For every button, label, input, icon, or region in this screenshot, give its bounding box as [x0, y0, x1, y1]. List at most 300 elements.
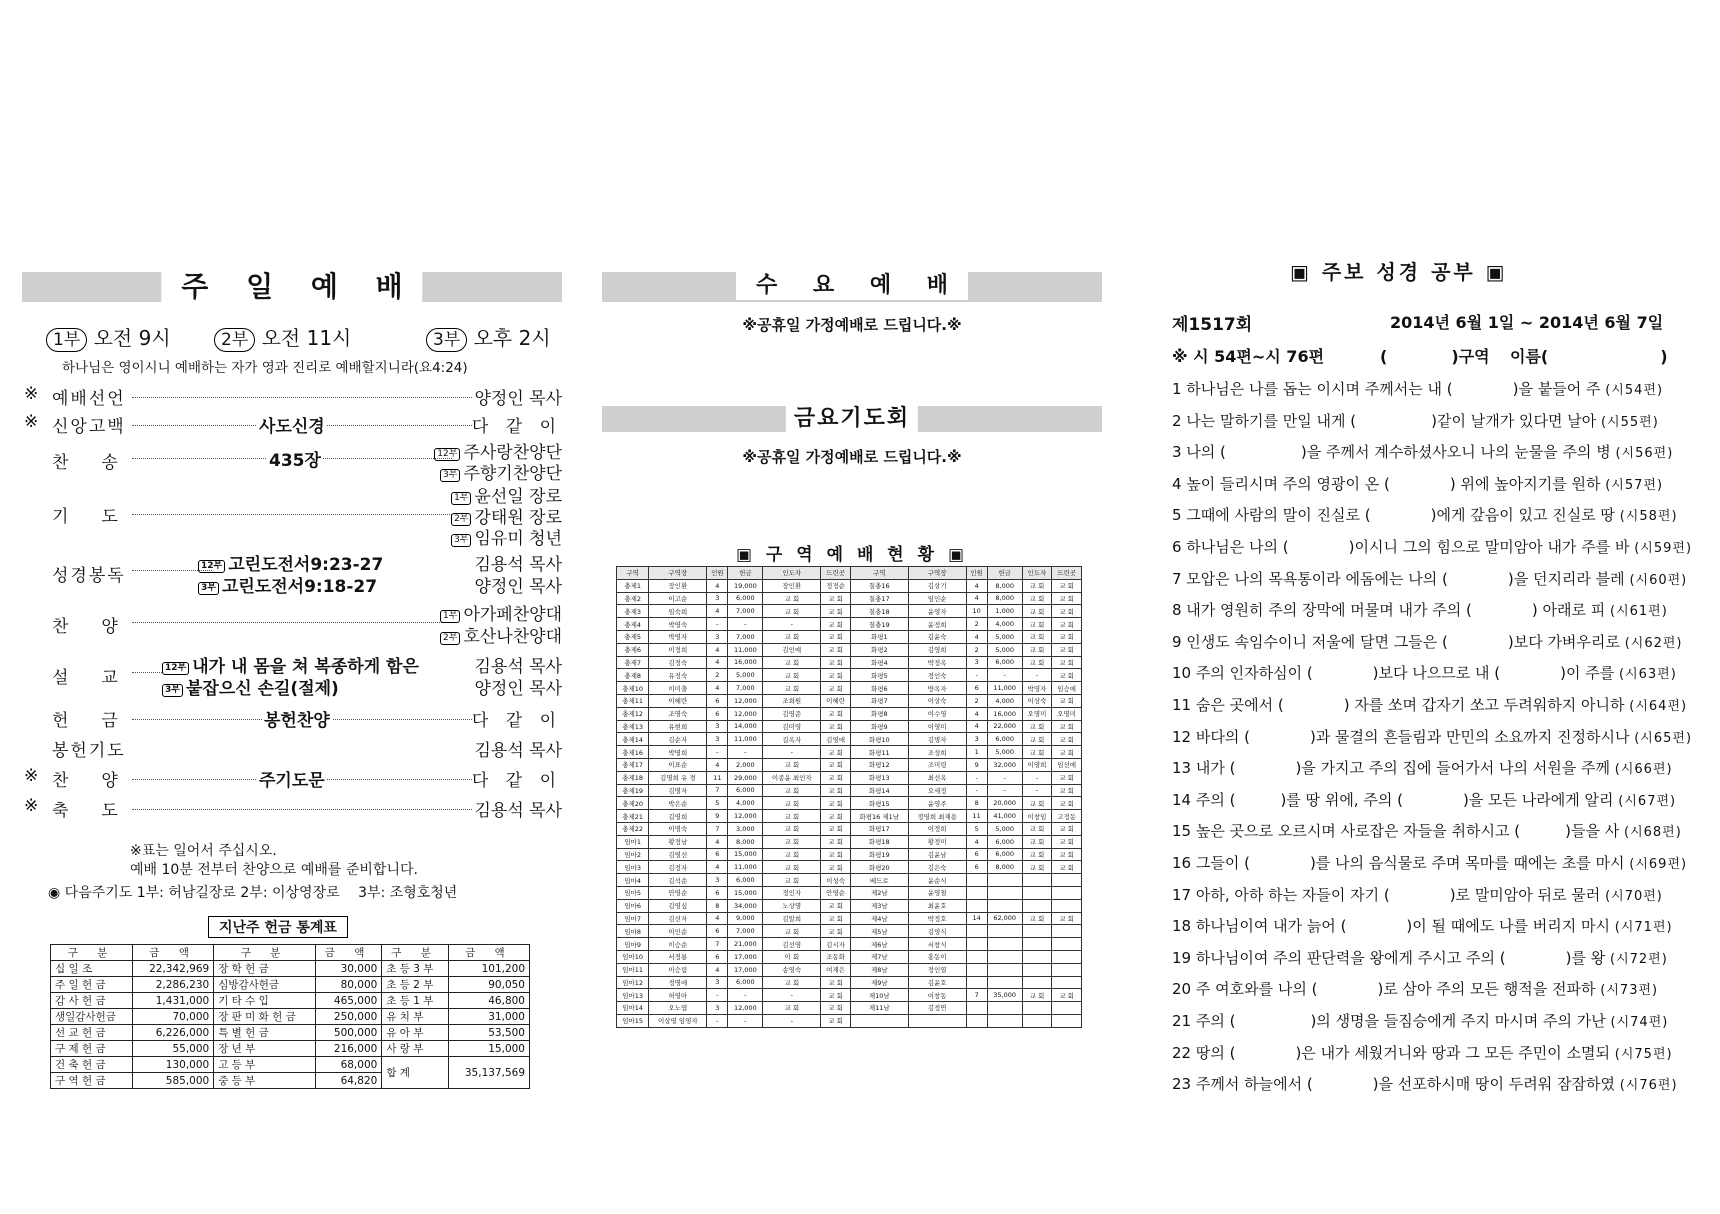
offering-amount: 6,226,000 — [133, 1025, 214, 1041]
district-cell: 김석순 — [649, 874, 707, 887]
district-cell — [966, 1002, 987, 1015]
district-cell: 4 — [707, 861, 728, 874]
order-label: 성경봉독 — [52, 566, 126, 586]
offering-category: 사 랑 부 — [382, 1041, 448, 1057]
district-cell: 교 회 — [821, 861, 851, 874]
offering-category: 구 역 헌 금 — [51, 1073, 133, 1089]
district-cell: 14 — [966, 912, 987, 925]
district-cell: - — [728, 1014, 763, 1027]
district-row — [617, 912, 1082, 925]
district-cell: 제9남 — [850, 976, 908, 989]
offering-category: 건 축 헌 금 — [51, 1057, 133, 1073]
question-text: 17 아하, 아하 하는 자들이 자기 ( )로 말미암아 뒤로 물러 — [1172, 885, 1601, 904]
offering-amount: 53,500 — [448, 1025, 529, 1041]
question-text: 20 주 여호와를 나의 ( )로 삼아 주의 모든 행적을 전파하 — [1172, 980, 1596, 999]
question-text: 4 높이 들리시며 주의 영광이 온 ( ) 위에 높아지기를 원하 — [1172, 474, 1601, 493]
offering-amount: 500,000 — [315, 1025, 381, 1041]
district-cell: 화평14 — [850, 784, 908, 797]
offering-category: 주 일 헌 금 — [51, 977, 133, 993]
district-cell: 교 회 — [1022, 605, 1052, 618]
question-reference: (시63편) — [1619, 667, 1677, 683]
district-cell: 박정호 — [908, 912, 966, 925]
district-cell: 10 — [966, 605, 987, 618]
district-cell — [1022, 925, 1052, 938]
district-cell: 임마5 — [617, 886, 649, 899]
district-cell: 6,000 — [728, 592, 763, 605]
district-cell: 화평1 — [850, 630, 908, 643]
district-cell: 교 회 — [1052, 835, 1082, 848]
part-tag: 1부 — [440, 610, 460, 623]
sunday-worship-section — [22, 270, 562, 1087]
question-text: 7 모압은 나의 목욕통이라 에돔에는 나의 ( )을 던지리라 블레 — [1172, 569, 1625, 588]
offering-category: 중 등 부 — [214, 1073, 316, 1089]
district-cell: 서창식 — [908, 938, 966, 951]
district-cell: 교 회 — [1022, 797, 1052, 810]
district-cell: 교 회 — [1052, 669, 1082, 682]
district-cell: 화평4 — [850, 656, 908, 669]
district-cell: 4 — [707, 579, 728, 592]
district-cell: 교 회 — [1052, 861, 1082, 874]
offering-amount: 31,000 — [448, 1009, 529, 1025]
district-cell: 34,000 — [728, 899, 763, 912]
question-reference: (시75편) — [1614, 1046, 1673, 1062]
district-cell — [1052, 874, 1082, 887]
district-cell: 4,000 — [987, 694, 1022, 707]
district-cell: 5,000 — [728, 669, 763, 682]
district-header-cell: 구역 — [850, 567, 908, 580]
district-cell: 제7남 — [850, 950, 908, 963]
question-reference: (시59편) — [1634, 541, 1693, 556]
district-cell: 송영숙 — [763, 963, 821, 976]
district-cell: 김정자 — [649, 861, 707, 874]
district-cell: 임숙희 — [649, 605, 707, 618]
district-cell: 교 회 — [1022, 835, 1052, 848]
district-cell: 충제1 — [617, 579, 649, 592]
sermon-title: 붙잡으신 손길(절제) — [185, 679, 339, 699]
district-cell: 3 — [966, 656, 987, 669]
district-cell: 교 회 — [1052, 656, 1082, 669]
district-cell: 교 회 — [1052, 784, 1082, 797]
district-cell: 이상숙 — [1022, 694, 1052, 707]
district-cell: 16,000 — [728, 656, 763, 669]
theme-verse: 하나님은 영이시니 예배하는 자가 영과 진리로 예배할지니라(요4:24) — [62, 360, 468, 376]
district-cell: 29,000 — [728, 771, 763, 784]
service-3-time: 오후 2시 — [473, 326, 551, 350]
question-reference: (시65편) — [1634, 730, 1693, 746]
district-cell: 16,000 — [987, 707, 1022, 720]
district-cell: 교 회 — [1052, 694, 1082, 707]
note-prepare: 예배 10분 전부터 찬양으로 예배를 준비합니다. — [130, 862, 418, 878]
district-row — [617, 682, 1082, 695]
district-cell: 이상영 임영자 — [649, 1014, 707, 1027]
district-cell: 7 — [707, 822, 728, 835]
order-leader-2: 양정인 목사 — [474, 679, 562, 699]
district-cell: 임마15 — [617, 1014, 649, 1027]
question-text: 21 주의 ( )의 생명을 들짐승에게 주지 마시며 주의 가난 — [1172, 1012, 1606, 1030]
district-cell: 박정옥 — [908, 656, 966, 669]
district-cell: 교 회 — [821, 822, 851, 835]
district-cell: 6,000 — [987, 835, 1022, 848]
district-cell: 3 — [966, 733, 987, 746]
district-cell: 교 회 — [821, 899, 851, 912]
order-row-reading — [22, 550, 562, 597]
district-cell: 김영준 — [763, 707, 821, 720]
district-cell: 7 — [966, 989, 987, 1002]
district-cell: 이혜란 — [821, 694, 851, 707]
district-cell: 홍동이 — [908, 950, 966, 963]
district-cell: 조미령 — [908, 758, 966, 771]
district-cell: 6 — [707, 707, 728, 720]
district-row — [617, 797, 1082, 810]
district-cell: 임마9 — [617, 938, 649, 951]
district-cell: 조성희 — [908, 746, 966, 759]
district-cell: - — [1022, 784, 1052, 797]
offering-header-cell: 구 분 — [382, 945, 448, 961]
district-header-cell: 헌금 — [987, 567, 1022, 580]
stand-mark: ※ — [24, 796, 39, 816]
offering-amount: 30,000 — [315, 961, 381, 977]
order-row-hymn — [22, 438, 562, 484]
district-cell: 화평7 — [850, 694, 908, 707]
district-cell: 서정룡 — [649, 950, 707, 963]
district-cell: 김정숙 — [649, 656, 707, 669]
district-cell: 유현희 — [649, 720, 707, 733]
question-reference: (시69편) — [1629, 857, 1688, 872]
dotted-leader — [132, 809, 472, 810]
district-cell: 임마13 — [617, 989, 649, 1002]
district-cell: 교 회 — [821, 771, 851, 784]
district-cell: 충제8 — [617, 669, 649, 682]
offering-amount: 130,000 — [133, 1057, 214, 1073]
district-cell — [987, 963, 1022, 976]
district-row — [617, 579, 1082, 592]
district-cell: 제3남 — [850, 899, 908, 912]
district-cell: 교 회 — [821, 976, 851, 989]
district-row — [617, 963, 1082, 976]
district-row — [617, 822, 1082, 835]
district-cell: 교 회 — [763, 784, 821, 797]
district-cell: 4,000 — [728, 797, 763, 810]
district-row — [617, 618, 1082, 631]
district-cell: 이창임 — [1022, 810, 1052, 823]
reading-2 — [198, 572, 377, 597]
order-label: 찬 양 — [52, 771, 126, 791]
district-cell: 김상기 — [908, 579, 966, 592]
district-row — [617, 733, 1082, 746]
district-cell: - — [707, 618, 728, 631]
offering-category: 고 등 부 — [214, 1057, 316, 1073]
district-cell: 41,000 — [987, 810, 1022, 823]
district-cell: 교 회 — [821, 720, 851, 733]
district-cell: 조동화 — [821, 950, 851, 963]
district-cell — [1052, 899, 1082, 912]
district-cell: 4 — [707, 656, 728, 669]
issue-number: 제1517회 — [1172, 315, 1253, 335]
district-cell: 충제17 — [617, 758, 649, 771]
district-cell — [1022, 938, 1052, 951]
district-cell: 교 회 — [1022, 912, 1052, 925]
district-cell: 교 회 — [1052, 630, 1082, 643]
order-leader: 양정인 목사 — [474, 389, 562, 409]
study-question — [1172, 378, 1663, 399]
district-blank[interactable]: ( )구역 — [1380, 347, 1490, 366]
order-label: 헌 금 — [52, 711, 126, 731]
district-row — [617, 835, 1082, 848]
district-cell: 5,000 — [987, 643, 1022, 656]
district-cell: 4,000 — [987, 618, 1022, 631]
district-cell: 최선옥 — [908, 771, 966, 784]
district-cell: 교 회 — [821, 925, 851, 938]
district-cell: 교 회 — [1052, 797, 1082, 810]
district-cell: 장인환 — [763, 579, 821, 592]
district-cell: 2 — [966, 643, 987, 656]
district-cell: 6,000 — [728, 784, 763, 797]
offering-amount: 585,000 — [133, 1073, 214, 1089]
district-cell: 교 회 — [821, 656, 851, 669]
choir-name: 주향기찬양단 — [463, 464, 562, 484]
district-row — [617, 810, 1082, 823]
district-cell: 22,000 — [987, 720, 1022, 733]
service-2-badge: 2부 — [214, 328, 255, 352]
district-cell: 화평6 — [850, 682, 908, 695]
name-blank[interactable]: 이름( ) — [1510, 347, 1668, 366]
district-cell — [1052, 938, 1082, 951]
district-cell: 화평18 — [850, 835, 908, 848]
district-cell: 김윤호 — [908, 976, 966, 989]
district-cell: 교 회 — [821, 682, 851, 695]
district-cell: 장인환 — [649, 579, 707, 592]
district-cell: 정인열 — [908, 963, 966, 976]
prayer-name: 윤선일 장로 — [474, 487, 562, 507]
district-cell: 4 — [707, 643, 728, 656]
district-cell: 안영순 — [649, 886, 707, 899]
district-header-row — [617, 567, 1082, 580]
district-cell: 정인자 — [763, 886, 821, 899]
district-header-cell: 인원 — [707, 567, 728, 580]
midweek-section — [602, 272, 1102, 1026]
offering-amount: 22,342,969 — [133, 961, 214, 977]
district-cell: 임마6 — [617, 899, 649, 912]
study-question — [1172, 915, 1673, 936]
service-1-badge: 1부 — [46, 328, 87, 352]
district-cell — [987, 925, 1022, 938]
offering-amount: 2,286,230 — [133, 977, 214, 993]
district-cell — [987, 976, 1022, 989]
order-row-declaration — [22, 384, 562, 408]
district-cell: 김선자 — [649, 912, 707, 925]
order-middle: 435장 — [267, 446, 323, 471]
study-question — [1172, 599, 1668, 620]
order-label: 찬 송 — [52, 453, 126, 473]
question-text: 22 땅의 ( )은 내가 세웠거니와 땅과 그 모든 주민이 소멸되 — [1172, 1043, 1610, 1062]
district-cell: 정정순 — [821, 579, 851, 592]
study-question — [1172, 568, 1687, 589]
offering-category: 초 등 1 부 — [382, 993, 448, 1009]
district-cell: 교 회 — [1022, 861, 1052, 874]
offering-amount: 15,000 — [448, 1041, 529, 1057]
question-reference: (시58편) — [1619, 509, 1678, 525]
district-cell: 4 — [707, 835, 728, 848]
district-cell: 충제19 — [617, 784, 649, 797]
district-row — [617, 938, 1082, 951]
district-cell — [966, 874, 987, 887]
district-cell — [850, 1014, 908, 1027]
district-header-cell: 구역 — [617, 567, 649, 580]
district-cell: 교 회 — [1052, 579, 1082, 592]
offering-row — [51, 977, 530, 993]
district-cell: 교 회 — [763, 925, 821, 938]
district-cell: 오노엽 — [649, 1002, 707, 1015]
district-cell: - — [987, 784, 1022, 797]
question-text: 14 주의 ( )를 땅 위에, 주의 ( )을 모든 나라에게 알리 — [1172, 790, 1614, 809]
district-cell — [966, 899, 987, 912]
district-cell: 4 — [707, 963, 728, 976]
offering-amount: 465,000 — [315, 993, 381, 1009]
order-row-offering — [22, 706, 562, 730]
district-row — [617, 771, 1082, 784]
district-cell: 교 회 — [763, 835, 821, 848]
district-cell: 8 — [966, 797, 987, 810]
order-leader: 다 같 이 — [471, 771, 562, 791]
question-reference: (시55편) — [1600, 414, 1659, 430]
district-cell: 김윤숙 — [908, 630, 966, 643]
friday-note: ※공휴일 가정예배로 드립니다.※ — [742, 448, 962, 466]
part-tag: 12부 — [434, 448, 460, 461]
district-row — [617, 605, 1082, 618]
district-cell: 교 회 — [1052, 592, 1082, 605]
district-cell: 박영자 — [649, 630, 707, 643]
study-range: ※ 시 54편~시 76편 — [1172, 347, 1325, 366]
district-header-cell: 헌금 — [728, 567, 763, 580]
study-question — [1172, 757, 1673, 778]
district-cell: 충제22 — [617, 822, 649, 835]
district-cell: 교 회 — [763, 656, 821, 669]
district-cell — [987, 886, 1022, 899]
district-cell: 베드로 — [850, 874, 908, 887]
district-cell: 이종윤 최인자 — [763, 771, 821, 784]
district-cell: - — [763, 746, 821, 759]
district-cell: 11,000 — [728, 643, 763, 656]
district-cell: 2 — [707, 669, 728, 682]
district-cell: 화평5 — [850, 669, 908, 682]
district-cell — [966, 886, 987, 899]
district-cell: 교 회 — [821, 746, 851, 759]
part-tag: 12부 — [162, 662, 189, 675]
district-cell: 9 — [707, 810, 728, 823]
part-tag: 12부 — [198, 560, 225, 573]
question-reference: (시71편) — [1614, 920, 1673, 936]
district-cell: 32,000 — [987, 758, 1022, 771]
district-cell: 여재은 — [821, 963, 851, 976]
district-cell: - — [987, 771, 1022, 784]
district-cell: 충제21 — [617, 810, 649, 823]
district-cell: - — [707, 1014, 728, 1027]
district-cell: 12,000 — [728, 707, 763, 720]
wednesday-note: ※공휴일 가정예배로 드립니다.※ — [742, 316, 962, 334]
district-cell: 8 — [707, 899, 728, 912]
district-cell: 교 회 — [763, 1002, 821, 1015]
district-cell: 안영순 — [821, 886, 851, 899]
district-cell: 김순자 — [649, 733, 707, 746]
district-cell: 17,000 — [728, 950, 763, 963]
district-cell: 교 회 — [763, 797, 821, 810]
note-stand: ※표는 일어서 주십시오. — [130, 843, 277, 859]
district-cell — [987, 1014, 1022, 1027]
offering-category: 특 별 헌 금 — [214, 1025, 316, 1041]
district-row — [617, 746, 1082, 759]
district-cell: 김명자 — [908, 733, 966, 746]
district-cell: 교 회 — [763, 976, 821, 989]
offering-category: 유 치 부 — [382, 1009, 448, 1025]
district-cell: 오명미 — [1052, 707, 1082, 720]
district-cell: 김영선 — [649, 848, 707, 861]
district-cell: 충제13 — [617, 720, 649, 733]
district-cell: 11,000 — [987, 682, 1022, 695]
district-row — [617, 694, 1082, 707]
district-cell: 7 — [707, 938, 728, 951]
question-text: 5 그때에 사람의 말이 진실로 ( )에게 갚음이 있고 진실로 땅 — [1172, 506, 1615, 525]
district-cell: 8,000 — [987, 579, 1022, 592]
district-cell: 7,000 — [728, 605, 763, 618]
district-cell: 교 회 — [821, 989, 851, 1002]
district-cell: 김인애 — [763, 643, 821, 656]
district-cell: 윤정희 — [908, 618, 966, 631]
order-row-lords-prayer — [22, 766, 562, 790]
district-cell — [1022, 950, 1052, 963]
district-cell: 4 — [966, 835, 987, 848]
district-cell: 충제7 — [617, 656, 649, 669]
district-cell: 교 회 — [1022, 989, 1052, 1002]
district-cell: 6,000 — [728, 874, 763, 887]
district-cell: 3 — [707, 874, 728, 887]
district-cell: 12,000 — [728, 1002, 763, 1015]
district-row — [617, 899, 1082, 912]
district-cell: 정명애 — [649, 976, 707, 989]
district-row — [617, 643, 1082, 656]
district-cell: 3 — [707, 630, 728, 643]
part-tag: 1부 — [451, 492, 471, 505]
district-header-cell: 드린곳 — [821, 567, 851, 580]
district-cell: 교 회 — [1052, 720, 1082, 733]
district-cell: 교 회 — [821, 912, 851, 925]
district-cell: 임인순 — [908, 592, 966, 605]
district-row — [617, 630, 1082, 643]
service-1-time: 오전 9시 — [93, 326, 171, 350]
district-cell: 화평11 — [850, 746, 908, 759]
district-cell: 11 — [966, 810, 987, 823]
part-tag: 2부 — [451, 513, 471, 526]
district-cell: 15,000 — [728, 848, 763, 861]
sermon-title: 내가 내 몸을 쳐 복종하게 함은 — [192, 657, 419, 677]
district-row — [617, 861, 1082, 874]
district-cell: 임승애 — [1052, 682, 1082, 695]
district-cell: 3 — [707, 592, 728, 605]
district-cell — [966, 963, 987, 976]
dotted-leader — [132, 514, 452, 515]
district-cell: 교 회 — [1022, 656, 1052, 669]
question-text: 3 나의 ( )을 주께서 계수하셨사오니 나의 눈물을 주의 병 — [1172, 443, 1611, 462]
district-cell: 교 회 — [821, 592, 851, 605]
district-cell: 3 — [707, 720, 728, 733]
order-leader: 다 같 이 — [471, 417, 562, 437]
offering-table — [50, 944, 530, 1089]
district-cell: - — [966, 784, 987, 797]
reading-text: 고린도전서9:23-27 — [228, 555, 384, 575]
district-cell: 4 — [707, 758, 728, 771]
district-cell: 2,000 — [728, 758, 763, 771]
district-cell: 6,000 — [728, 976, 763, 989]
offering-header-cell: 금 액 — [315, 945, 381, 961]
